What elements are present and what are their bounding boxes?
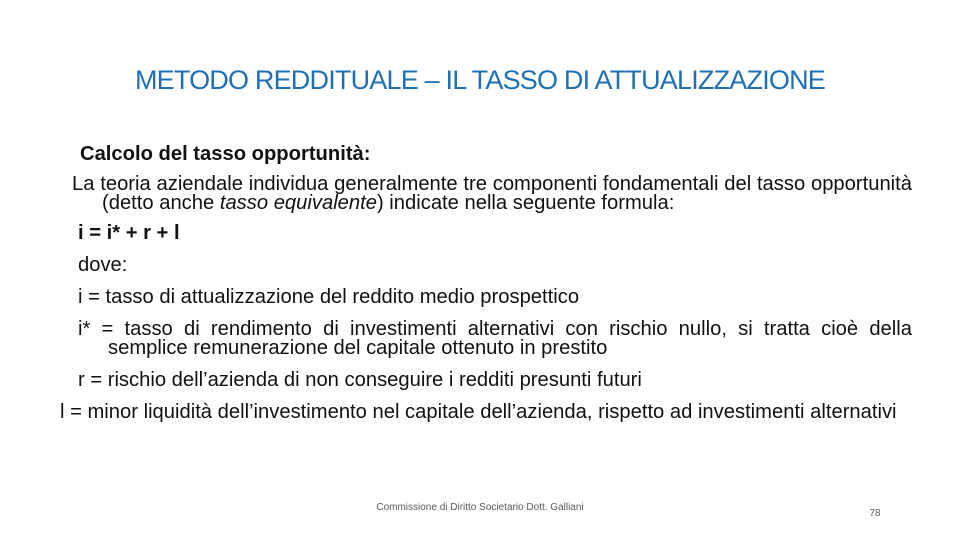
page-number: 78 xyxy=(869,508,881,519)
definition-i-star: i* = tasso di rendimento di investimenti alternativi con rischio nullo, si tratta cioè della semplice remunerazione del capitale ottenuto in prestito xyxy=(78,318,912,359)
definition-i: i = tasso di attualizzazione del reddito medio prospettico xyxy=(78,286,580,308)
footer-text: Commissione di Diritto Societario Dott. Galliani xyxy=(376,502,584,513)
intro-paragraph xyxy=(72,175,912,213)
slide-title: METODO REDDITUALE – IL TASSO DI ATTUALIZZAZIONE xyxy=(134,65,826,95)
formula: i = i* + r + l xyxy=(78,222,180,244)
heading-calcolo xyxy=(80,145,902,164)
intro-text-before: La teoria aziendale individua generalmente tre componenti fondamentali del tasso opportunità (detto anche xyxy=(72,173,912,214)
intro-italic-term: tasso equivalente xyxy=(219,192,377,214)
definition-l: l = minor liquidità dell’investimento nel capitale dell’azienda, rispetto ad investimenti alternativi xyxy=(60,401,897,423)
heading-text: Calcolo del tasso opportunità: xyxy=(80,143,371,165)
intro-text-after: ) indicate nella seguente formula: xyxy=(376,192,675,214)
slide-body xyxy=(60,143,912,423)
definition-r: r = rischio dell’azienda di non conseguire i redditi presunti futuri xyxy=(78,369,642,391)
dove-label: dove: xyxy=(78,254,128,276)
